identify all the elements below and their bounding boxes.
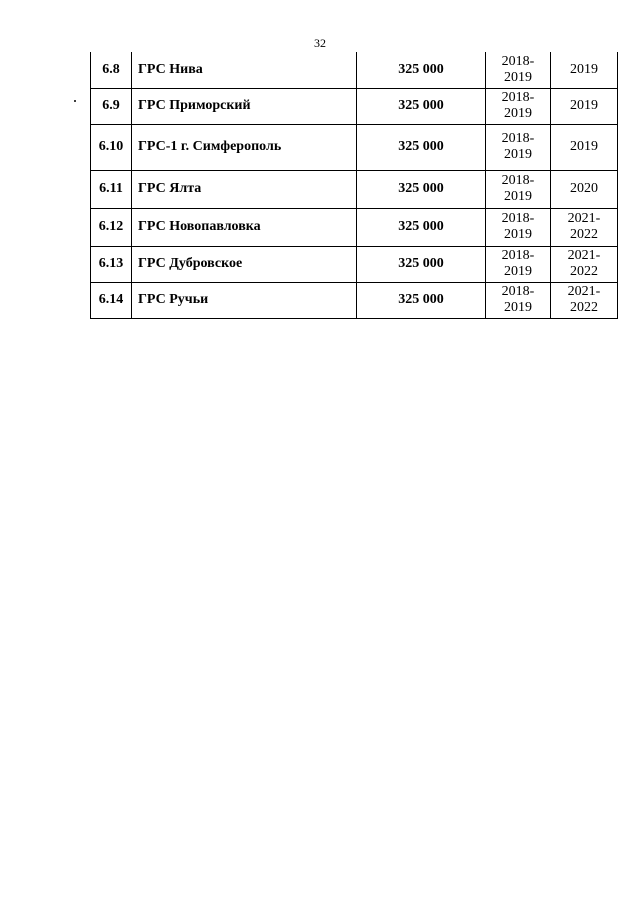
period-line: 2018- — [501, 211, 535, 226]
station-name: ГРС Нива — [132, 52, 357, 88]
station-name: ГРС Ялта — [132, 170, 357, 208]
row-number: 6.9 — [91, 88, 132, 124]
row-number: 6.14 — [91, 282, 132, 318]
year-cell — [551, 246, 618, 282]
period-cell — [486, 88, 551, 124]
period-cell — [486, 170, 551, 208]
period-line: 2018- — [501, 248, 535, 263]
year-line: 2021- — [567, 211, 601, 226]
row-number: 6.8 — [91, 52, 132, 88]
period-line: 2019 — [504, 300, 532, 315]
year-line: 2022 — [570, 227, 598, 242]
period-line: 2018- — [501, 173, 535, 188]
cost-value: 325 000 — [357, 88, 486, 124]
year-cell — [551, 52, 618, 88]
cost-value: 325 000 — [357, 208, 486, 246]
station-name: ГРС Ручьи — [132, 282, 357, 318]
table-row — [91, 88, 618, 124]
station-name: ГРС Дубровское — [132, 246, 357, 282]
scan-dot — [74, 100, 76, 102]
row-number: 6.13 — [91, 246, 132, 282]
cost-value: 325 000 — [357, 282, 486, 318]
cost-value: 325 000 — [357, 52, 486, 88]
year-line: 2022 — [570, 264, 598, 279]
year-line: 2019 — [570, 98, 598, 113]
year-cell — [551, 282, 618, 318]
year-line: 2019 — [570, 61, 598, 77]
period-line: 2018- — [501, 284, 535, 299]
station-name: ГРС Приморский — [132, 88, 357, 124]
period-cell — [486, 282, 551, 318]
period-cell — [486, 246, 551, 282]
year-cell — [551, 170, 618, 208]
period-line: 2019 — [504, 227, 532, 242]
row-number: 6.11 — [91, 170, 132, 208]
period-cell — [486, 52, 551, 88]
grs-table — [90, 52, 618, 319]
cost-value: 325 000 — [357, 246, 486, 282]
year-line: 2021- — [567, 248, 601, 263]
row-number: 6.10 — [91, 124, 132, 170]
cost-value: 325 000 — [357, 170, 486, 208]
period-cell — [486, 208, 551, 246]
table-row — [91, 170, 618, 208]
period-line: 2019 — [504, 69, 532, 85]
year-cell — [551, 208, 618, 246]
table-row — [91, 282, 618, 318]
cost-value: 325 000 — [357, 124, 486, 170]
station-name: ГРС-1 г. Симферополь — [132, 124, 357, 170]
year-cell — [551, 88, 618, 124]
period-line: 2018- — [501, 131, 535, 146]
period-cell — [486, 124, 551, 170]
period-line: 2019 — [504, 106, 532, 121]
table-row — [91, 208, 618, 246]
period-line: 2018- — [501, 53, 535, 69]
period-line: 2018- — [501, 90, 535, 105]
year-line: 2020 — [570, 181, 598, 196]
period-line: 2019 — [504, 147, 532, 162]
year-line: 2022 — [570, 300, 598, 315]
table-row — [91, 124, 618, 170]
period-line: 2019 — [504, 264, 532, 279]
station-name: ГРС Новопавловка — [132, 208, 357, 246]
year-line: 2019 — [570, 139, 598, 154]
year-line: 2021- — [567, 284, 601, 299]
table-row — [91, 52, 618, 88]
year-cell — [551, 124, 618, 170]
table-row — [91, 246, 618, 282]
page-number: 32 — [314, 36, 326, 50]
row-number: 6.12 — [91, 208, 132, 246]
period-line: 2019 — [504, 189, 532, 204]
